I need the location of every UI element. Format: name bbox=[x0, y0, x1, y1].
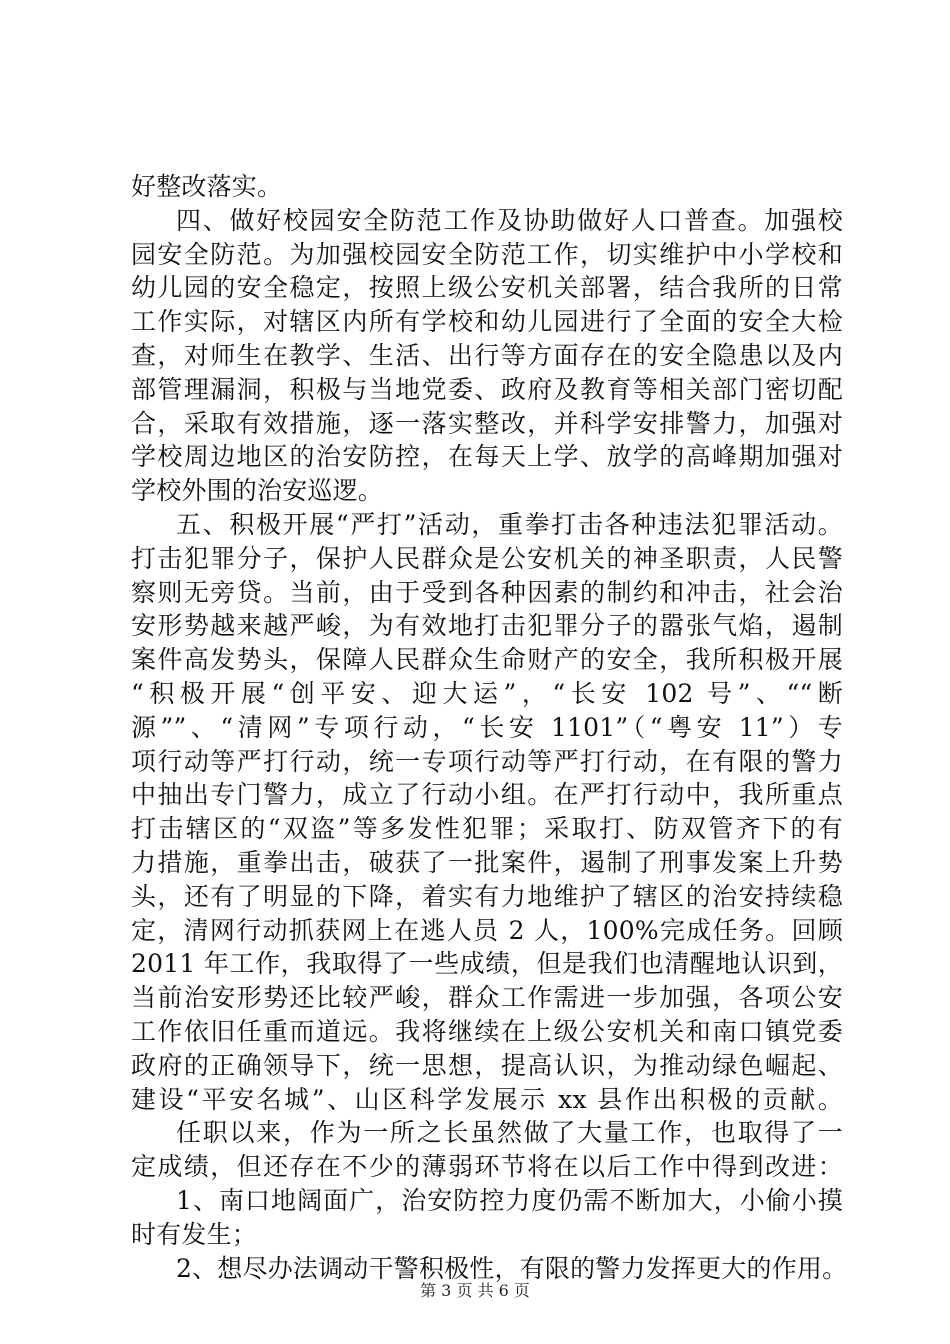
document-body bbox=[131, 170, 848, 1285]
text-line: 园安全防范。为加强校园安全防范工作，切实维护中小学校和 bbox=[131, 239, 843, 269]
text-line: 项行动等严打行动，统一专项行动等严打行动，在有限的警力 bbox=[131, 746, 843, 776]
text-line: 时有发生； bbox=[131, 1219, 258, 1249]
text-line: 政府的正确领导下，统一思想，提高认识，为推动绿色崛起、 bbox=[131, 1050, 843, 1080]
text-line: 中抽出专门警力，成立了行动小组。在严打行动中，我所重点 bbox=[131, 780, 843, 810]
text-line: 部管理漏洞，积极与当地党委、政府及教育等相关部门密切配 bbox=[131, 374, 843, 404]
text-line: 当前治安形势还比较严峻，群众工作需进一步加强，各项公安 bbox=[131, 983, 843, 1013]
text-line: 五、积极开展“严打”活动，重拳打击各种违法犯罪活动。 bbox=[176, 509, 843, 539]
text-line: 定，清网行动抓获网上在逃人员 2 人，100%完成任务。回顾 bbox=[131, 915, 843, 945]
text-line: 四、做好校园安全防范工作及协助做好人口普查。加强校 bbox=[176, 205, 843, 235]
text-line: 2011 年工作，我取得了一些成绩，但是我们也清醒地认识到， bbox=[131, 949, 843, 979]
text-line: 任职以来，作为一所之长虽然做了大量工作，也取得了一 bbox=[176, 1118, 843, 1148]
page-footer: 第 3 页 共 6 页 bbox=[420, 1281, 530, 1300]
text-line: 案件高发势头，保障人民群众生命财产的安全，我所积极开展 bbox=[131, 645, 843, 675]
text-line: 察则无旁贷。当前，由于受到各种因素的制约和冲击，社会治 bbox=[131, 577, 843, 607]
text-line: 幼儿园的安全稳定，按照上级公安机关部署，结合我所的日常 bbox=[131, 273, 843, 303]
text-line: 打击辖区的“双盗”等多发性犯罪；采取打、防双管齐下的有 bbox=[131, 814, 843, 844]
text-line: 工作实际，对辖区内所有学校和幼儿园进行了全面的安全大检 bbox=[131, 307, 843, 337]
text-line: 安形势越来越严峻，为有效地打击犯罪分子的嚣张气焰，遏制 bbox=[131, 611, 843, 641]
text-line: 打击犯罪分子，保护人民群众是公安机关的神圣职责，人民警 bbox=[131, 543, 843, 573]
text-line: 源””、“清网”专项行动，“长安 1101”（“粤安 11”）专 bbox=[131, 712, 843, 742]
text-line: 工作依旧任重而道远。我将继续在上级公安机关和南口镇党委 bbox=[131, 1016, 843, 1046]
text-line: 好整改落实。 bbox=[131, 172, 283, 201]
text-line: “积极开展“创平安、迎大运”，“长安 102 号”、““断 bbox=[131, 678, 843, 708]
text-line: 合，采取有效措施，逐一落实整改，并科学安排警力，加强对 bbox=[131, 408, 843, 438]
text-line: 1、南口地阔面广，治安防控力度仍需不断加大，小偷小摸 bbox=[176, 1185, 843, 1215]
text-line: 力措施，重拳出击，破获了一批案件，遏制了刑事发案上升势 bbox=[131, 847, 843, 877]
text-line: 学校周边地区的治安防控，在每天上学、放学的高峰期加强对 bbox=[131, 442, 843, 472]
text-line: 2、想尽办法调动干警积极性，有限的警力发挥更大的作用。 bbox=[176, 1253, 848, 1283]
text-line: 学校外围的治安巡逻。 bbox=[131, 476, 384, 506]
text-line: 建设“平安名城”、山区科学发展示 xx 县作出积极的贡献。 bbox=[131, 1084, 843, 1114]
text-line: 头，还有了明显的下降，着实有力地维护了辖区的治安持续稳 bbox=[131, 881, 843, 911]
text-line: 定成绩，但还存在不少的薄弱环节将在以后工作中得到改进： bbox=[131, 1152, 843, 1182]
text-line: 查，对师生在教学、生活、出行等方面存在的安全隐患以及内 bbox=[131, 340, 843, 370]
